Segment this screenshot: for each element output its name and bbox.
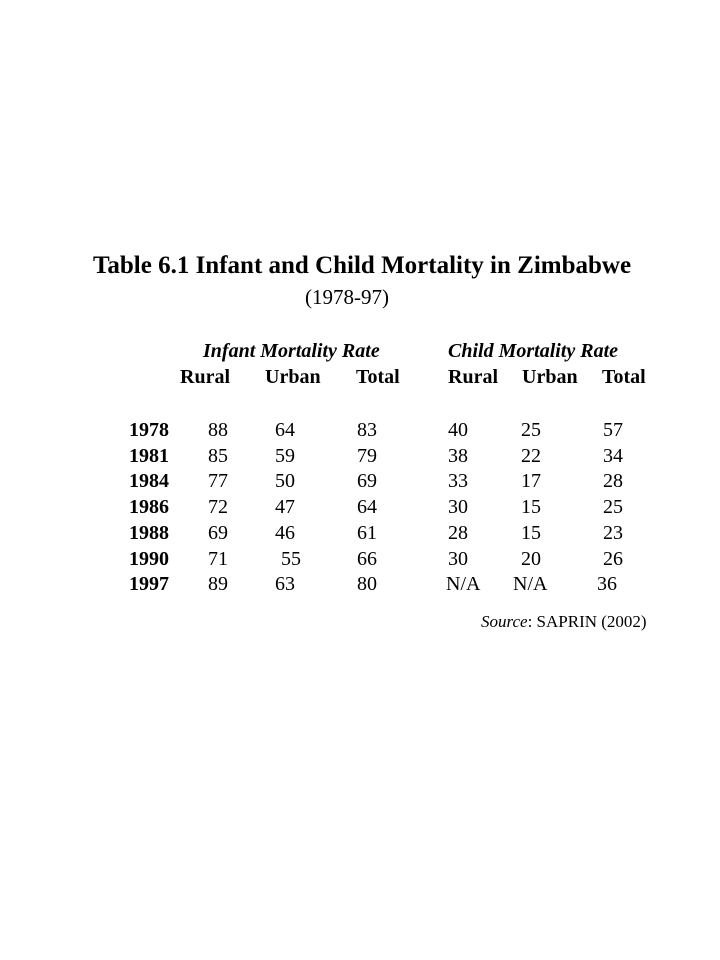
table-cell-infant-total: 79 (357, 445, 377, 467)
table-cell-infant-urban: 63 (275, 573, 295, 595)
table-cell-infant-rural: 69 (208, 522, 228, 544)
column-header-child-total: Total (602, 366, 646, 388)
table-cell-infant-rural: 71 (208, 548, 228, 570)
infant-mortality-group-header: Infant Mortality Rate (203, 340, 380, 362)
table-cell-infant-urban: 55 (281, 548, 301, 570)
table-cell-child-rural: 38 (448, 445, 468, 467)
row-year: 1997 (129, 573, 169, 595)
table-cell-child-total: 57 (603, 419, 623, 441)
table-cell-child-rural: 28 (448, 522, 468, 544)
table-cell-child-total: 34 (603, 445, 623, 467)
table-cell-infant-total: 69 (357, 470, 377, 492)
row-year: 1978 (129, 419, 169, 441)
column-header-child-rural: Rural (448, 366, 498, 388)
table-cell-infant-total: 66 (357, 548, 377, 570)
table-cell-infant-urban: 50 (275, 470, 295, 492)
table-cell-child-total: 23 (603, 522, 623, 544)
source-text: : SAPRIN (2002) (527, 612, 647, 631)
column-header-child-urban: Urban (522, 366, 578, 388)
source-note (481, 612, 647, 632)
table-cell-child-urban: 20 (521, 548, 541, 570)
table-cell-infant-total: 61 (357, 522, 377, 544)
row-year: 1981 (129, 445, 169, 467)
table-cell-child-urban: N/A (513, 573, 548, 595)
table-cell-infant-urban: 59 (275, 445, 295, 467)
table-title: Table 6.1 Infant and Child Mortality in Zimbabwe (93, 252, 632, 279)
table-cell-child-rural: 33 (448, 470, 468, 492)
table-cell-infant-total: 80 (357, 573, 377, 595)
row-year: 1984 (129, 470, 169, 492)
column-header-infant-urban: Urban (265, 366, 321, 388)
table-cell-infant-rural: 85 (208, 445, 228, 467)
table-cell-child-urban: 22 (521, 445, 541, 467)
source-label: Source (481, 612, 528, 631)
table-cell-infant-urban: 46 (275, 522, 295, 544)
table-cell-child-total: 25 (603, 496, 623, 518)
table-cell-child-urban: 17 (521, 470, 541, 492)
table-cell-child-rural: 30 (448, 548, 468, 570)
table-cell-child-total: 36 (597, 573, 617, 595)
child-mortality-group-header: Child Mortality Rate (448, 340, 619, 362)
table-cell-infant-rural: 88 (208, 419, 228, 441)
table-cell-child-urban: 15 (521, 496, 541, 518)
column-header-infant-rural: Rural (180, 366, 230, 388)
table-subtitle: (1978-97) (305, 285, 389, 309)
table-cell-child-rural: N/A (446, 573, 481, 595)
table-cell-infant-urban: 47 (275, 496, 295, 518)
table-cell-infant-total: 83 (357, 419, 377, 441)
table-cell-child-urban: 15 (521, 522, 541, 544)
table-cell-infant-rural: 77 (208, 470, 228, 492)
table-cell-child-rural: 30 (448, 496, 468, 518)
table-cell-child-total: 26 (603, 548, 623, 570)
row-year: 1986 (129, 496, 169, 518)
row-year: 1990 (129, 548, 169, 570)
column-header-infant-total: Total (356, 366, 400, 388)
table-cell-child-rural: 40 (448, 419, 468, 441)
table-cell-child-urban: 25 (521, 419, 541, 441)
table-cell-child-total: 28 (603, 470, 623, 492)
table-cell-infant-rural: 72 (208, 496, 228, 518)
table-cell-infant-rural: 89 (208, 573, 228, 595)
row-year: 1988 (129, 522, 169, 544)
table-cell-infant-total: 64 (357, 496, 377, 518)
table-cell-infant-urban: 64 (275, 419, 295, 441)
